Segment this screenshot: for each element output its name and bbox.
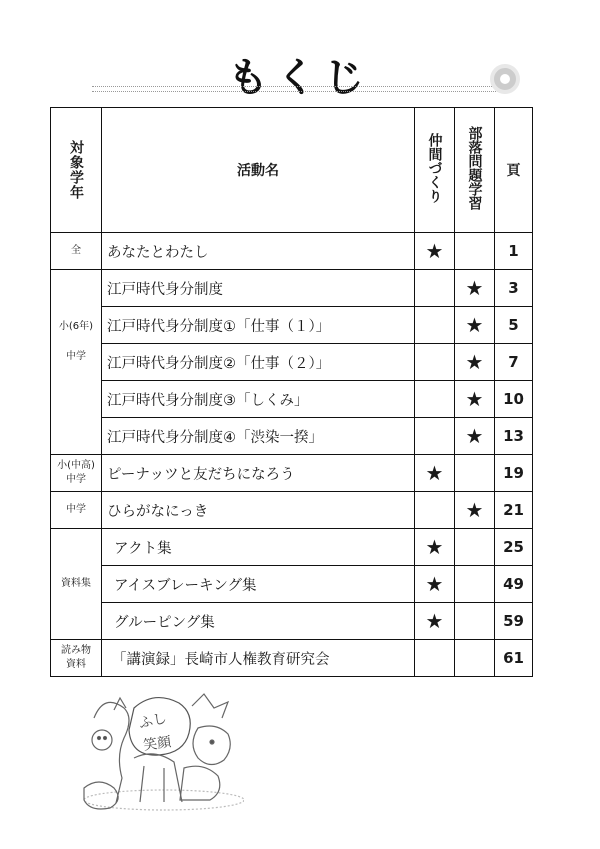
table-row — [51, 529, 533, 566]
buraku-star: ★ — [455, 418, 495, 455]
grade-label: 中学 — [66, 474, 86, 485]
activity-title[interactable]: ひらがなにっき — [102, 492, 415, 529]
nakama-star — [415, 307, 455, 344]
grade-label: 全 — [71, 245, 81, 256]
table-row — [51, 418, 533, 455]
buraku-star — [455, 455, 495, 492]
buraku-star — [455, 566, 495, 603]
table-row — [51, 455, 533, 492]
page-title: もくじ — [228, 55, 372, 101]
nakama-star: ★ — [415, 233, 455, 270]
svg-text:ふし: ふし — [137, 710, 169, 732]
page-number: 3 — [495, 270, 533, 307]
table-row — [51, 344, 533, 381]
page-number: 49 — [495, 566, 533, 603]
page-number: 13 — [495, 418, 533, 455]
activity-title[interactable]: ピーナッツと友だちになろう — [102, 455, 415, 492]
buraku-star — [455, 640, 495, 677]
page-number: 61 — [495, 640, 533, 677]
nakama-star: ★ — [415, 566, 455, 603]
header-nakama — [415, 108, 455, 233]
grade-cell — [51, 640, 102, 677]
contents-table — [50, 107, 533, 677]
activity-title[interactable]: 江戸時代身分制度④「渋染一揆」 — [102, 418, 415, 455]
grade-label: 読み物 — [61, 645, 91, 656]
nakama-star — [415, 492, 455, 529]
page-number: 21 — [495, 492, 533, 529]
header-activity: 活動名 — [102, 108, 415, 233]
grade-cell — [51, 529, 102, 640]
activity-title[interactable]: 江戸時代身分制度 — [102, 270, 415, 307]
grade-cell — [51, 492, 102, 529]
buraku-star: ★ — [455, 492, 495, 529]
buraku-star — [455, 233, 495, 270]
animals-illustration — [74, 688, 244, 816]
activity-title[interactable]: 江戸時代身分制度①「仕事（１）」 — [102, 307, 415, 344]
grade-cell — [51, 270, 102, 455]
activity-title[interactable]: あなたとわたし — [102, 233, 415, 270]
activity-title[interactable]: アイスブレーキング集 — [102, 566, 415, 603]
nakama-star — [415, 344, 455, 381]
svg-text:笑顔: 笑顔 — [142, 734, 173, 754]
page-number: 59 — [495, 603, 533, 640]
grade-label: 小(6年) — [58, 321, 94, 332]
grade-label: 小(中高) — [57, 460, 95, 471]
header-page: 頁 — [495, 108, 533, 233]
grade-label: 中学 — [66, 504, 86, 515]
buraku-star: ★ — [455, 381, 495, 418]
activity-title[interactable]: 「講演録」長崎市人権教育研究会 — [102, 640, 415, 677]
activity-title[interactable]: グルーピング集 — [102, 603, 415, 640]
table-row — [51, 603, 533, 640]
page-number: 10 — [495, 381, 533, 418]
nakama-star — [415, 418, 455, 455]
page-number: 7 — [495, 344, 533, 381]
grade-cell — [51, 455, 102, 492]
table-row — [51, 381, 533, 418]
header-nakama-label: 仲間づくり — [426, 133, 443, 203]
buraku-star — [455, 529, 495, 566]
header-grade: 対象学年 — [51, 108, 102, 233]
grade-label: 中学 — [66, 351, 86, 362]
activity-title[interactable]: アクト集 — [102, 529, 415, 566]
page-number: 25 — [495, 529, 533, 566]
grade-label: 資料集 — [61, 578, 91, 589]
nakama-star: ★ — [415, 455, 455, 492]
table-row — [51, 270, 533, 307]
nakama-star — [415, 381, 455, 418]
table-row — [51, 566, 533, 603]
title-underline — [92, 86, 498, 92]
grade-label: 資料 — [66, 659, 86, 670]
nakama-star — [415, 270, 455, 307]
header-buraku — [455, 108, 495, 233]
buraku-star: ★ — [455, 270, 495, 307]
header-buraku-label: 部落問題学習 — [466, 126, 483, 210]
page-number: 19 — [495, 455, 533, 492]
nakama-star: ★ — [415, 529, 455, 566]
table-row — [51, 640, 533, 677]
page-number: 1 — [495, 233, 533, 270]
table-row — [51, 233, 533, 270]
table-row — [51, 492, 533, 529]
buraku-star: ★ — [455, 344, 495, 381]
page-number: 5 — [495, 307, 533, 344]
decorative-circle — [490, 64, 520, 94]
nakama-star — [415, 640, 455, 677]
activity-title[interactable]: 江戸時代身分制度③「しくみ」 — [102, 381, 415, 418]
nakama-star: ★ — [415, 603, 455, 640]
header-row — [51, 108, 533, 233]
grade-cell — [51, 233, 102, 270]
buraku-star — [455, 603, 495, 640]
table-row — [51, 307, 533, 344]
buraku-star: ★ — [455, 307, 495, 344]
activity-title[interactable]: 江戸時代身分制度②「仕事（２）」 — [102, 344, 415, 381]
